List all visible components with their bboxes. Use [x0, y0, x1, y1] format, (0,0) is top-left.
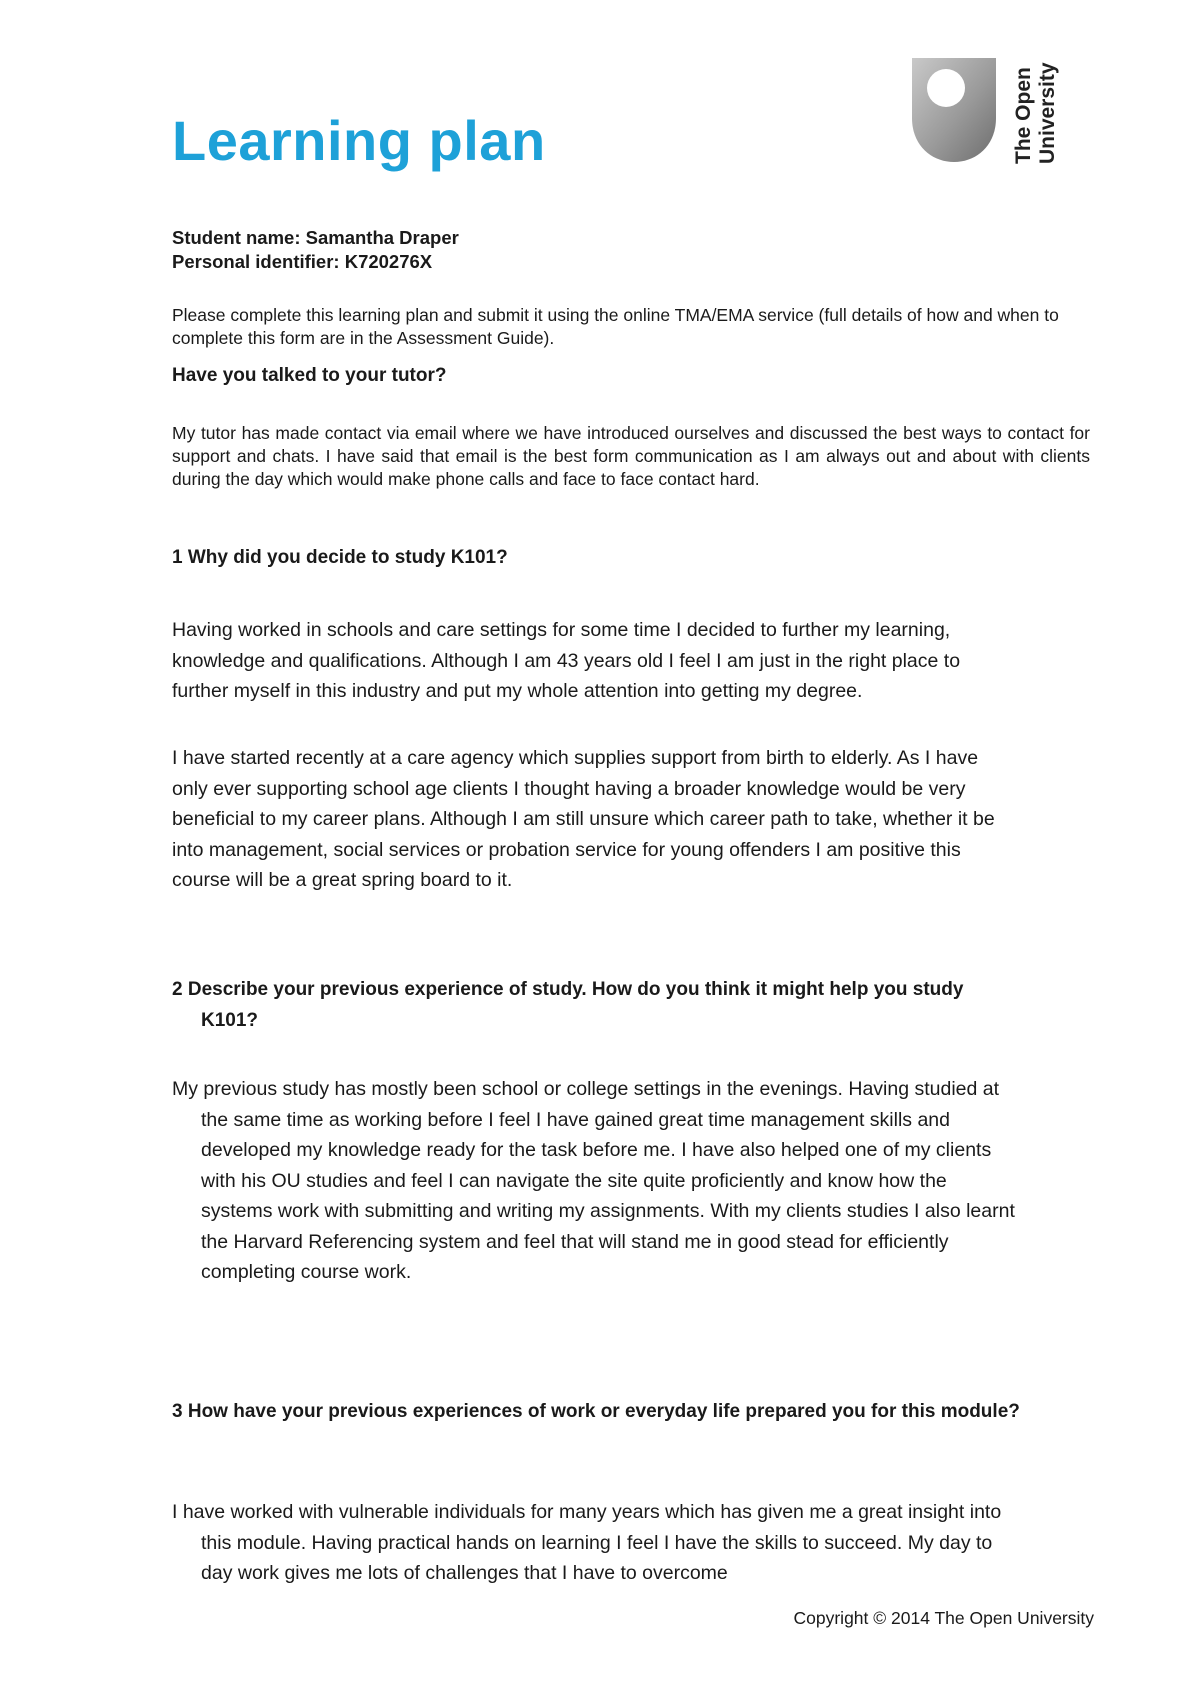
open-university-wordmark: The Open University — [1012, 62, 1059, 164]
intro-text: Please complete this learning plan and submit it using the online TMA/EMA service (full details of how and when to complete this form are in the Assessment Guide). — [172, 305, 1059, 348]
question-1: 1 Why did you decide to study K101? — [172, 547, 508, 568]
copyright-footer: Copyright © 2014 The Open University — [793, 1608, 1094, 1628]
personal-identifier: Personal identifier: K720276X — [172, 251, 433, 272]
student-name: Student name: Samantha Draper — [172, 227, 459, 248]
tutor-question: Have you talked to your tutor? — [172, 365, 447, 386]
answer-3: I have worked with vulnerable individuals for many years which has given me a great insight into this module. Having practical hands on learning I feel I have the skills to succeed. My day to day work gives me lots of challenges that I have to overcome — [172, 1501, 1002, 1584]
question-2: 2 Describe your previous experience of study. How do you think it might help you study K101? — [172, 979, 964, 1031]
page-title: Learning plan — [172, 109, 546, 172]
question-3: 3 How have your previous experiences of work or everyday life prepared you for this module? — [172, 1401, 1020, 1422]
answer-1-paragraph-2: I have started recently at a care agency which supplies support from birth to elderly. As I have only ever supporting school age clients I thought having a broader knowledge would be very beneficial to my career plans. Although I am still unsure which career path to take, whether it be into management, social services or probation service for young offenders I am positive this course will be a great spring board to it. — [172, 747, 995, 891]
student-details — [172, 226, 459, 274]
answer-2: My previous study has mostly been school or college settings in the evenings. Having studied at the same time as working before I feel I have gained great time management skills and developed my knowledge ready for the task before me. I have also helped one of my clients with his OU studies and feel I can navigate the site quite proficiently and know how the systems work with submitting and writing my assignments. With my clients studies I also learnt the Harvard Referencing system and feel that will stand me in good stead for efficiently completing course work. — [172, 1078, 1015, 1283]
answer-1-paragraph-1: Having worked in schools and care settings for some time I decided to further my learning, knowledge and qualifications. Although I am 43 years old I feel I am just in the right place to further myself in this industry and put my whole attention into getting my degree. — [172, 619, 961, 702]
tutor-answer: My tutor has made contact via email where we have introduced ourselves and discussed the best ways to contact for support and chats. I have said that email is the best form communication as I am always out and about with clients during the day which would make phone calls and face to face contact hard. — [172, 423, 1090, 489]
